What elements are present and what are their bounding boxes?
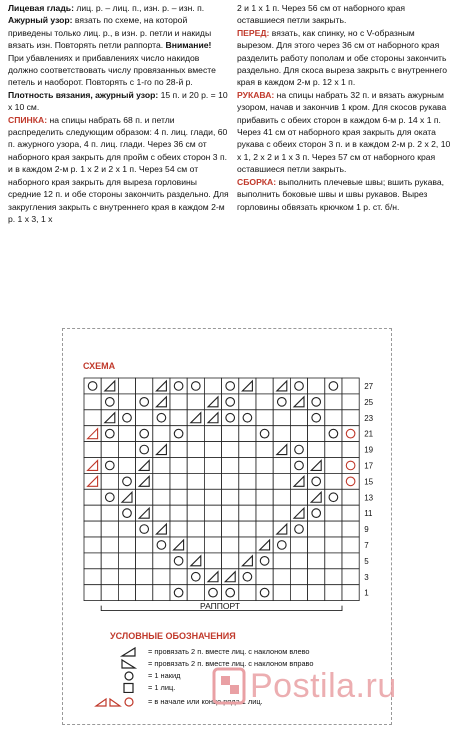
chart-cell bbox=[325, 553, 342, 569]
chart-cell bbox=[290, 410, 307, 426]
label-back: СПИНКА: bbox=[8, 114, 48, 125]
watermark-text: Postila.ru bbox=[250, 667, 397, 705]
chart-cell bbox=[84, 378, 101, 394]
chart-cell bbox=[153, 489, 170, 505]
chart-cell bbox=[170, 426, 187, 442]
chart-cell bbox=[239, 521, 256, 537]
chart-cell bbox=[342, 537, 359, 553]
chart-cell bbox=[84, 505, 101, 521]
label-gauge: Плотность вязания, ажурный узор: bbox=[8, 89, 159, 100]
chart-cell bbox=[153, 426, 170, 442]
chart-cell bbox=[290, 426, 307, 442]
text-openwork: вязать по схеме, на которой приведены только лиц. р., в изн. р. петли и накиды вязать изн. Повторять петли раппорта. bbox=[8, 15, 212, 51]
chart-cell bbox=[204, 585, 221, 601]
chart-cell bbox=[101, 458, 118, 474]
chart-cell bbox=[325, 585, 342, 601]
left-decrease-icon bbox=[118, 646, 140, 657]
chart-cell bbox=[325, 426, 342, 442]
chart-cell bbox=[204, 442, 221, 458]
chart-cell bbox=[256, 394, 273, 410]
chart-cell bbox=[136, 585, 153, 601]
chart-cell bbox=[136, 410, 153, 426]
chart-cell bbox=[222, 585, 239, 601]
chart-cell bbox=[84, 553, 101, 569]
text-gauge: 15 п. и 20 р. = 10 х 10 см. bbox=[8, 89, 228, 113]
chart-cell bbox=[187, 458, 204, 474]
chart-cell bbox=[308, 442, 325, 458]
legend-item-right-decrease: = провязать 2 п. вместе лиц. с наклоном вправо bbox=[148, 659, 314, 668]
chart-cell bbox=[239, 537, 256, 553]
text-stockinette: лиц. р. – лиц. п., изн. р. – изн. п. bbox=[73, 3, 205, 13]
chart-cell bbox=[170, 442, 187, 458]
chart-cell bbox=[308, 505, 325, 521]
chart-cell bbox=[136, 489, 153, 505]
chart-cell bbox=[187, 394, 204, 410]
chart-cell bbox=[273, 426, 290, 442]
chart-cell bbox=[84, 410, 101, 426]
row-number: 9 bbox=[364, 525, 369, 535]
chart-cell bbox=[273, 505, 290, 521]
chart-cell bbox=[308, 426, 325, 442]
chart-cell bbox=[118, 458, 135, 474]
yarn-over-icon bbox=[118, 670, 140, 681]
legend-item-edge: = в начале или конце ряда 1 лиц. bbox=[148, 697, 263, 706]
chart-cell bbox=[273, 569, 290, 585]
chart-cell bbox=[101, 442, 118, 458]
chart-cell bbox=[222, 521, 239, 537]
postila-logo-icon bbox=[212, 667, 246, 705]
chart-cell bbox=[170, 585, 187, 601]
chart-cell bbox=[308, 569, 325, 585]
chart-cell bbox=[204, 378, 221, 394]
chart-cell bbox=[222, 394, 239, 410]
chart-cell bbox=[170, 394, 187, 410]
chart-cell bbox=[153, 410, 170, 426]
chart-cell bbox=[290, 585, 307, 601]
chart-cell bbox=[342, 378, 359, 394]
chart-cell bbox=[239, 410, 256, 426]
chart-cell bbox=[325, 458, 342, 474]
text-assembly: выполнить плечевые швы; вшить рукава, выполнить боковые швы и швы рукавов. Вырез горловины обвязать крючком 1 р. ст. б/н. bbox=[237, 176, 445, 212]
chart-cell bbox=[170, 410, 187, 426]
chart-cell bbox=[136, 569, 153, 585]
chart-cell bbox=[101, 521, 118, 537]
chart-cell bbox=[118, 473, 135, 489]
chart-cell bbox=[222, 426, 239, 442]
row-number: 13 bbox=[364, 493, 374, 503]
chart-cell bbox=[170, 505, 187, 521]
text-attention: При убавлениях и прибавлениях число накидов должно соответствовать числу провязанных вместе петель и наоборот. Повторять с 1-го по 28-й р. bbox=[8, 52, 216, 88]
chart-cell bbox=[136, 521, 153, 537]
chart-cell bbox=[153, 553, 170, 569]
chart-cell bbox=[84, 537, 101, 553]
row-number: 15 bbox=[364, 477, 374, 487]
chart-cell bbox=[84, 521, 101, 537]
row-number: 23 bbox=[364, 413, 374, 423]
chart-cell bbox=[136, 553, 153, 569]
label-openwork: Ажурный узор: bbox=[8, 15, 73, 26]
chart-cell bbox=[308, 410, 325, 426]
chart-cell bbox=[101, 553, 118, 569]
chart-cell bbox=[239, 473, 256, 489]
chart-cell bbox=[204, 426, 221, 442]
label-sleeves: РУКАВА: bbox=[237, 89, 275, 100]
chart-cell bbox=[118, 410, 135, 426]
legend-item-knit: = 1 лиц. bbox=[148, 683, 176, 692]
chart-cell bbox=[342, 442, 359, 458]
text-front: вязать, как спинку, но с V-образным вырезом. Для этого через 36 см от наборного края разделить работу пополам и обе стороны закончить раздельно. Для скоса выреза закрыть с внутреннего края в каждом 2-м р. 12 х 1 п. bbox=[237, 27, 448, 88]
chart-cell bbox=[204, 458, 221, 474]
chart-cell bbox=[222, 553, 239, 569]
chart-cell bbox=[84, 442, 101, 458]
chart-cell bbox=[170, 569, 187, 585]
chart-cell bbox=[256, 489, 273, 505]
chart-cell bbox=[204, 489, 221, 505]
chart-cell bbox=[273, 394, 290, 410]
chart-cell bbox=[170, 458, 187, 474]
chart-cell bbox=[308, 394, 325, 410]
chart-cell bbox=[273, 553, 290, 569]
chart-cell bbox=[256, 569, 273, 585]
chart-cell bbox=[101, 394, 118, 410]
chart-cell bbox=[118, 394, 135, 410]
chart-cell bbox=[170, 473, 187, 489]
chart-cell bbox=[101, 505, 118, 521]
chart-cell bbox=[153, 505, 170, 521]
chart-cell bbox=[325, 505, 342, 521]
chart-cell bbox=[153, 585, 170, 601]
chart-cell bbox=[256, 585, 273, 601]
chart-cell bbox=[325, 442, 342, 458]
chart-cell bbox=[187, 521, 204, 537]
chart-cell bbox=[256, 505, 273, 521]
chart-cell bbox=[204, 537, 221, 553]
chart-cell bbox=[222, 442, 239, 458]
chart-cell bbox=[290, 537, 307, 553]
chart-cell bbox=[118, 537, 135, 553]
chart-cell bbox=[256, 378, 273, 394]
chart-cell bbox=[118, 442, 135, 458]
chart-cell bbox=[290, 553, 307, 569]
edge-symbols-icon bbox=[94, 696, 140, 707]
chart-cell bbox=[239, 442, 256, 458]
chart-cell bbox=[136, 378, 153, 394]
text-back-continued: 2 и 1 х 1 п. Через 56 см от наборного края оставшиеся петли закрыть. bbox=[237, 3, 406, 26]
chart-cell bbox=[118, 521, 135, 537]
legend-item-left-decrease: = провязать 2 п. вместе лиц. с наклоном влево bbox=[148, 647, 310, 656]
chart-cell bbox=[222, 378, 239, 394]
chart-cell bbox=[204, 473, 221, 489]
chart-cell bbox=[187, 585, 204, 601]
chart-cell bbox=[273, 537, 290, 553]
chart-cell bbox=[290, 521, 307, 537]
chart-cell bbox=[101, 426, 118, 442]
chart-cell bbox=[187, 473, 204, 489]
chart-cell bbox=[101, 537, 118, 553]
chart-cell bbox=[256, 521, 273, 537]
chart-cell bbox=[290, 442, 307, 458]
chart-cell bbox=[153, 458, 170, 474]
chart-cell bbox=[342, 426, 359, 442]
chart-cell bbox=[342, 585, 359, 601]
chart-cell bbox=[290, 458, 307, 474]
chart-cell bbox=[308, 473, 325, 489]
label-assembly: СБОРКА: bbox=[237, 176, 277, 187]
chart-cell bbox=[239, 458, 256, 474]
row-number: 11 bbox=[364, 509, 373, 519]
chart-cell bbox=[118, 378, 135, 394]
chart-cell bbox=[101, 585, 118, 601]
chart-cell bbox=[256, 458, 273, 474]
chart-cell bbox=[118, 569, 135, 585]
rapport-label: РАППОРТ bbox=[200, 601, 240, 611]
chart-cell bbox=[101, 473, 118, 489]
chart-cell bbox=[84, 585, 101, 601]
chart-cell bbox=[239, 394, 256, 410]
chart-cell bbox=[222, 410, 239, 426]
chart-cell bbox=[222, 458, 239, 474]
chart-cell bbox=[342, 569, 359, 585]
chart-cell bbox=[239, 585, 256, 601]
chart-cell bbox=[308, 537, 325, 553]
chart-cell bbox=[222, 537, 239, 553]
chart-cell bbox=[204, 505, 221, 521]
chart-cell bbox=[325, 473, 342, 489]
chart-cell bbox=[308, 521, 325, 537]
chart-cell bbox=[187, 505, 204, 521]
chart-cell bbox=[325, 537, 342, 553]
chart-cell bbox=[101, 489, 118, 505]
chart-cell bbox=[273, 473, 290, 489]
chart-cell bbox=[308, 553, 325, 569]
chart-cell bbox=[290, 489, 307, 505]
chart-cell bbox=[222, 473, 239, 489]
chart-cell bbox=[239, 489, 256, 505]
chart-cell bbox=[153, 473, 170, 489]
chart-cell bbox=[187, 426, 204, 442]
chart-cell bbox=[239, 426, 256, 442]
chart-cell bbox=[342, 521, 359, 537]
label-front: ПЕРЕД: bbox=[237, 27, 270, 38]
chart-cell bbox=[84, 569, 101, 585]
chart-cell bbox=[256, 410, 273, 426]
chart-cell bbox=[153, 537, 170, 553]
chart-cell bbox=[325, 410, 342, 426]
row-number: 5 bbox=[364, 556, 369, 566]
chart-cell bbox=[256, 473, 273, 489]
chart-cell bbox=[325, 569, 342, 585]
row-number: 3 bbox=[364, 572, 369, 582]
chart-cell bbox=[136, 394, 153, 410]
chart-cell bbox=[308, 585, 325, 601]
chart-cell bbox=[222, 489, 239, 505]
chart-cell bbox=[342, 410, 359, 426]
chart-cell bbox=[273, 585, 290, 601]
chart-cell bbox=[308, 378, 325, 394]
chart-cell bbox=[256, 426, 273, 442]
chart-cell bbox=[290, 378, 307, 394]
chart-cell bbox=[84, 489, 101, 505]
chart-cell bbox=[136, 537, 153, 553]
right-decrease-icon bbox=[118, 658, 140, 669]
chart-cell bbox=[325, 394, 342, 410]
chart-cell bbox=[170, 378, 187, 394]
chart-cell bbox=[256, 553, 273, 569]
chart-cell bbox=[118, 426, 135, 442]
chart-cell bbox=[222, 505, 239, 521]
chart-cell bbox=[342, 473, 359, 489]
label-attention: Внимание! bbox=[165, 40, 212, 51]
chart-cell bbox=[187, 442, 204, 458]
text-back: на спицы набрать 68 п. и петли распределить следующим образом: 4 п. лиц. глади, 60 п. ажурного узора, 4 п. лиц. глади. Через 36 см от наборного края закрыть для пройм с обеих сторон 3 п. и в каждом 2-м р. 1 х 2 и 2 х 1 п. Через 54 см от наборного края закрыть для выреза горловины средние 12 п. и обе стороны закончить раздельно. Для закругления закрыть с внутреннего края в каждом 2-м р. 1 х 3, 1 х bbox=[8, 114, 229, 224]
chart-cell bbox=[101, 569, 118, 585]
text-sleeves: на спицы набрать 32 п. и вязать ажурным узором, начав и закончив 1 кром. Для скосов рукава прибавить с обеих сторон в каждом 6-м р. 14 х 1 п. Через 41 см от наборного края закрыть для оката рукава с обеих сторон 3 п. и в каждом 2-м р. 2 х 2, 10 х 1, 2 х 2 и 1 х 3 п. Через 57 см от наборного края оставшиеся петли закрыть. bbox=[237, 89, 451, 175]
chart-cell bbox=[187, 489, 204, 505]
knit-stitch-icon bbox=[118, 682, 140, 693]
chart-cell bbox=[118, 553, 135, 569]
chart-cell bbox=[136, 442, 153, 458]
chart-cell bbox=[273, 410, 290, 426]
chart-cell bbox=[273, 489, 290, 505]
row-number: 7 bbox=[364, 540, 369, 550]
chart-cell bbox=[325, 489, 342, 505]
row-number: 27 bbox=[364, 381, 374, 391]
chart-cell bbox=[187, 569, 204, 585]
chart-cell bbox=[342, 553, 359, 569]
chart-cell bbox=[290, 569, 307, 585]
chart-cell bbox=[273, 458, 290, 474]
chart-cell bbox=[239, 505, 256, 521]
chart-cell bbox=[118, 505, 135, 521]
legend-item-yarn-over: = 1 накид bbox=[148, 671, 181, 680]
chart-cell bbox=[342, 458, 359, 474]
label-stockinette: Лицевая гладь: bbox=[8, 3, 74, 13]
chart-cell bbox=[325, 521, 342, 537]
chart-cell bbox=[204, 521, 221, 537]
chart-cell bbox=[256, 442, 273, 458]
row-number: 25 bbox=[364, 397, 374, 407]
chart-cell bbox=[170, 489, 187, 505]
row-number: 19 bbox=[364, 445, 374, 455]
chart-cell bbox=[136, 426, 153, 442]
row-number: 1 bbox=[364, 588, 369, 598]
legend-title: УСЛОВНЫЕ ОБОЗНАЧЕНИЯ bbox=[110, 631, 236, 641]
chart-cell bbox=[342, 489, 359, 505]
chart-cell bbox=[84, 394, 101, 410]
chart-cell bbox=[204, 553, 221, 569]
row-number: 17 bbox=[364, 461, 374, 471]
chart-cell bbox=[342, 505, 359, 521]
chart-cell bbox=[153, 569, 170, 585]
chart-cell bbox=[170, 553, 187, 569]
chart-cell bbox=[118, 585, 135, 601]
chart-cell bbox=[187, 378, 204, 394]
chart-cell bbox=[170, 521, 187, 537]
chart-cell bbox=[239, 569, 256, 585]
chart-title: СХЕМА bbox=[83, 361, 116, 371]
chart-cell bbox=[325, 378, 342, 394]
row-number: 21 bbox=[364, 429, 374, 439]
chart-cell bbox=[187, 537, 204, 553]
chart-cell bbox=[342, 394, 359, 410]
